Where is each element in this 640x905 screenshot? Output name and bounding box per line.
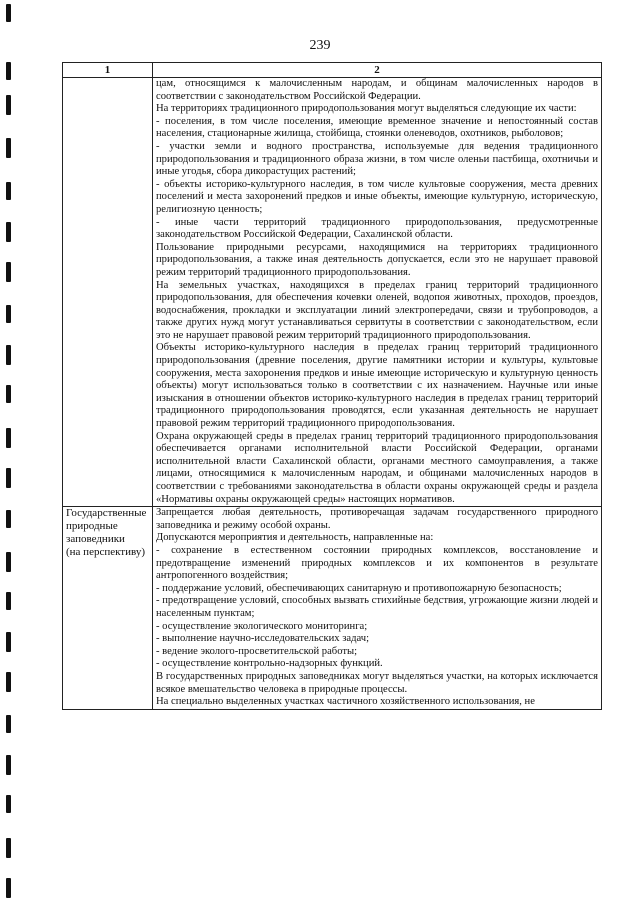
- table-header-row: [63, 63, 602, 78]
- page-number: 239: [309, 38, 331, 53]
- binding-mark: [6, 385, 11, 403]
- regime-paragraph: - иные части территорий традиционного природопользования, предусмотренные законодательством Российской Федерации, Сахалинской области.: [156, 216, 598, 241]
- category-cell: [63, 78, 153, 507]
- binding-mark: [6, 305, 11, 323]
- binding-mark: [6, 878, 11, 898]
- regime-paragraph: Запрещается любая деятельность, противоречащая задачам государственного природного заповедника и режиму особой охраны.: [156, 507, 598, 531]
- binding-mark: [6, 4, 11, 22]
- regime-paragraph: На земельных участках, находящихся в пределах границ территорий традиционного природопользования, для обеспечения кочевки оленей, водопоя животных, проходов, проездов, водоснабжения, прокладки и эксплуатации линий электропередачи, связи и трубопроводов, а также других нужд могут устанавливаться сервитуты в соответствии с законодательством, если это не нарушает правовой режим территорий традиционного природопользования.: [156, 279, 598, 341]
- binding-mark: [6, 428, 11, 448]
- column-header-2: 2: [153, 63, 602, 78]
- binding-mark: [6, 715, 11, 733]
- binding-mark: [6, 632, 11, 652]
- binding-mark: [6, 755, 11, 775]
- regime-paragraph: - сохранение в естественном состоянии природных комплексов, восстановление и предотвращение изменений природных комплексов и их компонентов в результате антропогенного воздействия;: [156, 544, 598, 582]
- binding-mark: [6, 672, 11, 692]
- regulation-table: [62, 62, 602, 710]
- table-row: [63, 78, 602, 507]
- regime-paragraph: - участки земли и водного пространства, используемые для ведения традиционного природопользования и традиционного образа жизни, в том числе оленьи пастбища, охотничьи и иные угодья, сбора дикорастущих растений;: [156, 140, 598, 178]
- regime-description-cell: [153, 78, 602, 507]
- regime-paragraph: - ведение эколого-просветительской работы;: [156, 645, 358, 657]
- category-name-line: заповедники: [66, 533, 125, 546]
- binding-mark: [6, 838, 11, 858]
- category-name-line: природные: [66, 520, 118, 533]
- regime-paragraph: Объекты историко-культурного наследия в пределах границ территорий традиционного природопользования (древние поселения, другие памятники истории и культуры, культовые сооружения, места захоронения предков и иные имеющие историческую и культурную ценность объекты) могут использоваться только в соответствии с их назначением. Научные или иные изыскания в отношении объектов историко-культурного наследия в пределах границ территорий традиционного природопользования проводятся, если указанная деятельность не нарушает правовой режим территорий традиционного природопользования.: [156, 342, 598, 430]
- category-cell: [63, 507, 153, 710]
- binding-mark: [6, 592, 11, 610]
- binding-mark: [6, 345, 11, 365]
- binding-mark: [6, 510, 11, 528]
- category-name-line: (на перспективу): [66, 546, 145, 559]
- binding-mark: [6, 95, 11, 115]
- regime-paragraph: - объекты историко-культурного наследия, в том числе культовые сооружения, места древних поселений и места захоронений предков и иные объекты, имеющие культурную, историческую, религиозную ценность;: [156, 178, 598, 215]
- regime-paragraph: - осуществление контрольно-надзорных функций.: [156, 658, 383, 670]
- regime-paragraph: - осуществление экологического мониторинга;: [156, 620, 368, 632]
- binding-mark: [6, 182, 11, 200]
- regime-paragraph: - поселения, в том числе поселения, имеющие временное значение и непостоянный состав населения, стационарные жилища, стойбища, стоянки оленеводов, охотников, рыболовов;: [156, 115, 598, 140]
- regime-paragraph: В государственных природных заповедниках могут выделяться участки, на которых исключается всякое вмешательство человека в природные процессы.: [156, 670, 598, 695]
- binding-mark: [6, 262, 11, 282]
- regime-paragraph: - предотвращение условий, способных вызвать стихийные бедствия, угрожающие жизни людей и населенным пунктам;: [156, 595, 598, 619]
- category-name-line: Государственные: [66, 507, 147, 520]
- regime-paragraph: На территориях традиционного природопользования могут выделяться следующие их части:: [156, 103, 577, 115]
- binding-marks: [6, 0, 16, 905]
- binding-mark: [6, 222, 11, 242]
- regime-paragraph: цам, относящимся к малочисленным народам, и общинам малочисленных народов в соответствии с законодательством Российской Федерации.: [156, 78, 598, 102]
- regime-description-cell: [153, 507, 602, 710]
- regime-paragraph: На специально выделенных участках частичного хозяйственного использования, не: [156, 696, 535, 708]
- regime-paragraph: Пользование природными ресурсами, находящимися на территориях традиционного природопользования, а также иная деятельность допускается, если это не нарушает правовой режим территорий традиционного природопользования.: [156, 241, 598, 278]
- table-row: [63, 507, 602, 710]
- column-header-1: 1: [63, 63, 153, 78]
- binding-mark: [6, 62, 11, 80]
- binding-mark: [6, 468, 11, 488]
- regime-paragraph: - выполнение научно-исследовательских задач;: [156, 633, 370, 645]
- regime-paragraph: Охрана окружающей среды в пределах границ территорий традиционного природопользования обеспечивается органами исполнительной власти Российской Федерации, органами исполнительной власти Сахалинской области, органами местного самоуправления, а также лицами, относящимися к малочисленным народам, и общинами малочисленных народов в соответствии с требованиями законодательства в области охраны окружающей среды и раздела «Нормативы охраны окружающей среды» настоящих нормативов.: [156, 430, 598, 505]
- binding-mark: [6, 552, 11, 572]
- binding-mark: [6, 138, 11, 158]
- binding-mark: [6, 795, 11, 813]
- regime-paragraph: Допускаются мероприятия и деятельность, направленные на:: [156, 532, 434, 544]
- regime-paragraph: - поддержание условий, обеспечивающих санитарную и противопожарную безопасность;: [156, 582, 562, 594]
